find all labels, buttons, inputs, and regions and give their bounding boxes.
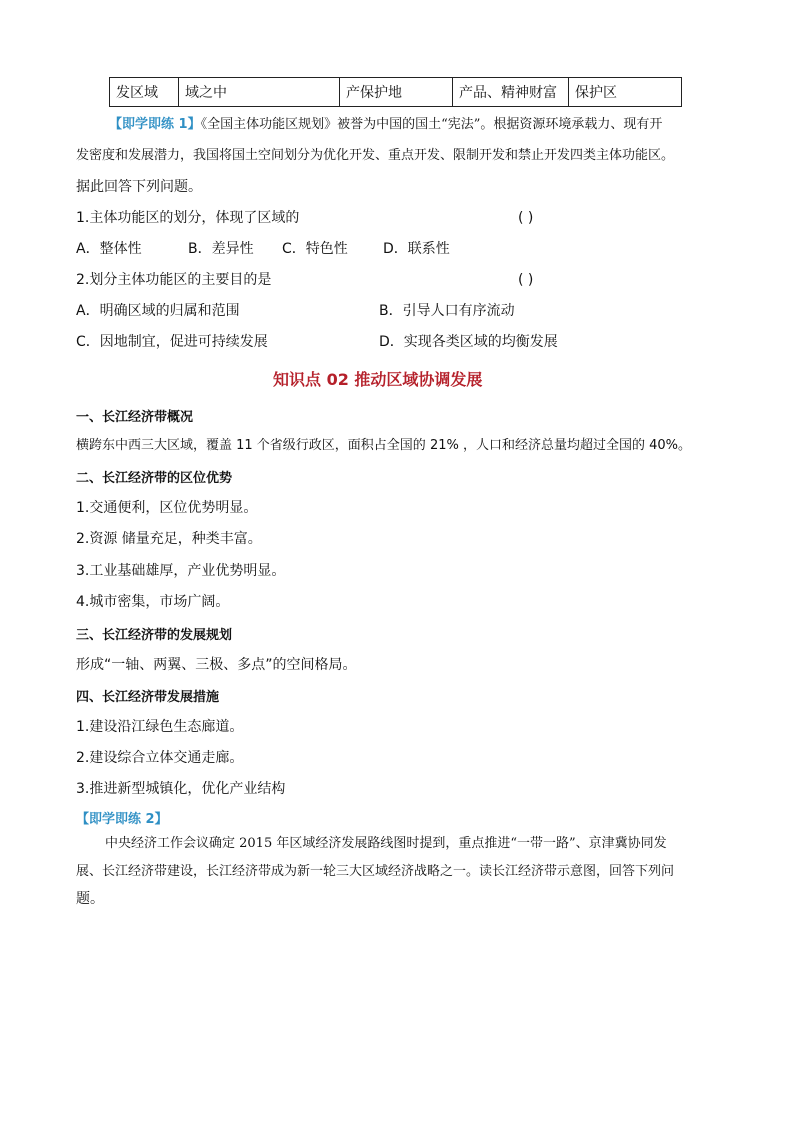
region-table — [109, 77, 682, 107]
exercise1-intro-line2: 发密度和发展潜力，我国将国土空间划分为优化开发、重点开发、限制开发和禁止开发四类主体功能区。 — [76, 148, 675, 163]
section-2-title: 二、长江经济带的区位优势 — [76, 471, 233, 486]
section-3-text: 形成“一轴、两翼、三极、多点”的空间格局。 — [76, 657, 357, 673]
exercise2-line1: 中央经济工作会议确定 2015 年区域经济发展路线图时提到，重点推进“一带一路”、京津冀协同发 — [105, 836, 667, 851]
question-2-stem: 2.划分主体功能区的主要目的是 — [76, 272, 272, 288]
question-2-option-b: B．引导人口有序流动 — [379, 303, 515, 319]
question-2-option-d: D．实现各类区域的均衡发展 — [379, 334, 558, 350]
knowledge-heading: 知识点 02 推动区域协调发展 — [273, 370, 483, 389]
question-2-option-a: A．明确区域的归属和范围 — [76, 303, 240, 319]
table-row — [110, 78, 682, 107]
table-cell: 发区域 — [110, 78, 179, 107]
section-1-text: 横跨东中西三大区域，覆盖 11 个省级行政区，面积占全国的 21% ，人口和经济总量均超过全国的 40%。 — [76, 438, 691, 453]
question-2-option-c: C．因地制宜，促进可持续发展 — [76, 334, 268, 350]
table-cell: 产保护地 — [340, 78, 453, 107]
list-item: 3.推进新型城镇化，优化产业结构 — [76, 781, 286, 797]
list-item: 1.交通便利，区位优势明显。 — [76, 500, 258, 516]
question-1-option-c: C．特色性 — [282, 241, 348, 257]
question-1-option-b: B．差异性 — [188, 241, 254, 257]
exercise1-intro-line1: 【即学即练 1】《全国主体功能区规划》被誉为中国的国土“宪法”。根据资源环境承载力、现有开 — [109, 117, 663, 132]
section-1-title: 一、长江经济带概况 — [76, 410, 194, 425]
list-item: 3.工业基础雄厚，产业优势明显。 — [76, 563, 286, 579]
exercise1-tag: 【即学即练 1】 — [109, 117, 201, 132]
section-3-title: 三、长江经济带的发展规划 — [76, 628, 233, 643]
question-1-option-a: A．整体性 — [76, 241, 142, 257]
list-item: 4.城市密集，市场广阔。 — [76, 594, 230, 610]
list-item: 2.资源 储量充足，种类丰富。 — [76, 531, 262, 547]
exercise1-prompt: 据此回答下列问题。 — [76, 179, 202, 195]
list-item: 1.建设沿江绿色生态廊道。 — [76, 719, 244, 735]
question-1-answer-blank: ( ) — [518, 210, 534, 226]
question-2-answer-blank: ( ) — [518, 272, 534, 288]
exercise2-line2: 展、长江经济带建设，长江经济带成为新一轮三大区域经济战略之一。读长江经济带示意图，回答下列问 — [76, 864, 675, 879]
question-1-option-d: D．联系性 — [383, 241, 450, 257]
question-1-stem: 1.主体功能区的划分，体现了区域的 — [76, 210, 300, 226]
exercise2-tag: 【即学即练 2】 — [76, 812, 168, 827]
list-item: 2.建设综合立体交通走廊。 — [76, 750, 244, 766]
table-cell: 保护区 — [569, 78, 682, 107]
exercise2-line3: 题。 — [76, 891, 104, 907]
table-cell: 域之中 — [179, 78, 340, 107]
table-cell: 产品、精神财富 — [453, 78, 569, 107]
section-4-title: 四、长江经济带发展措施 — [76, 690, 220, 705]
